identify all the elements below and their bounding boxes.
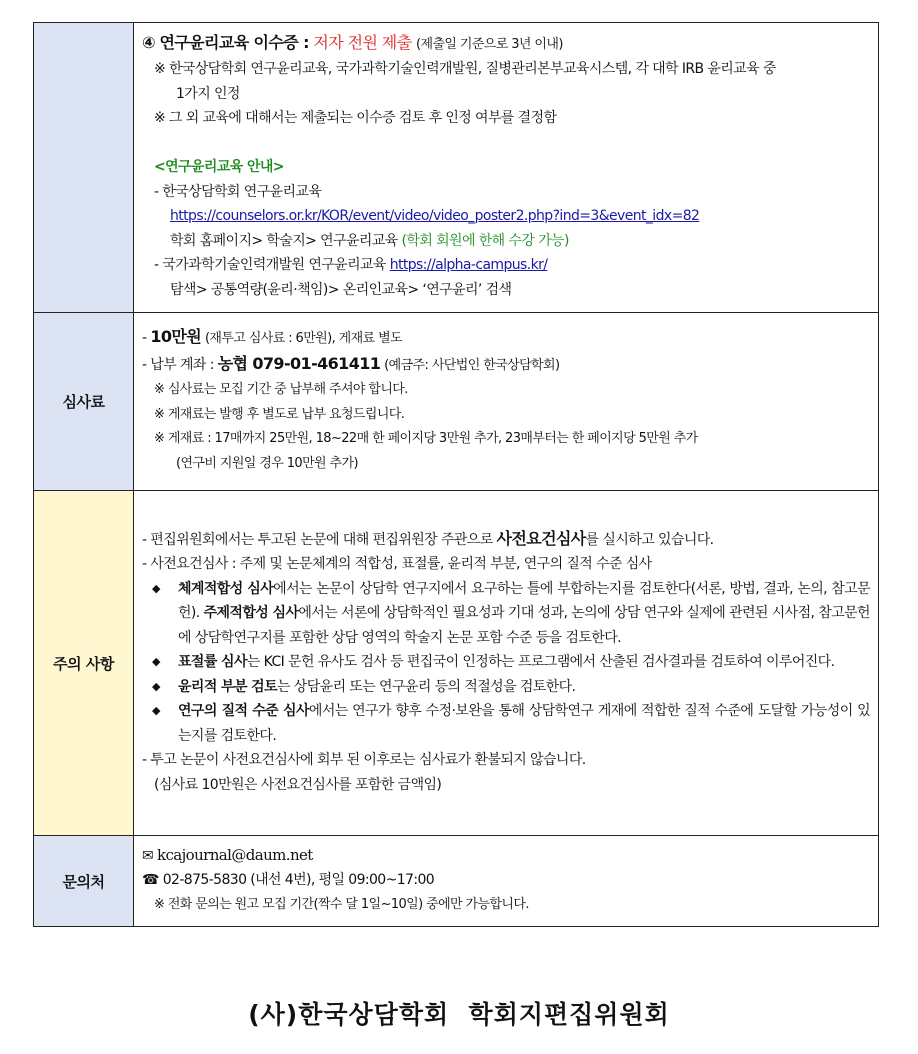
fee-note: ※ 심사료는 모집 기간 중 납부해 주셔야 합니다.	[154, 382, 408, 397]
bullet-text: 는 KCI 문헌 유사도 검사 등 편집국이 인정하는 프로그램에서 산출된 검사결과를 검토하여 이루어진다.	[246, 654, 835, 671]
contact-label: 문의처	[34, 836, 134, 927]
diamond-bullet-icon: ◆	[152, 655, 160, 669]
ethics-title: ④ 연구윤리교육 이수증 : 저자 전원 제출 (제출일 기준으로 3년 이내)	[142, 32, 563, 52]
ethics-note: ※ 한국상담학회 연구윤리교육, 국가과학기술인력개발원, 질병관리본부교육시스템, 각 대학 IRB 윤리교육 중	[154, 61, 776, 78]
bullet-text: 에서는 서론에 상담학적인 필요성과 기대 성과, 논의에 상담 연구와 실제에 관련된 시사점, 참고문헌에 상담학연구지를 포함한 상담 영역의 학술지 논문 포함 수준 등을 검토한다.	[178, 605, 870, 646]
bullet-bold: 주제적합성 심사	[203, 605, 299, 622]
envelope-icon: ✉	[142, 847, 154, 864]
bullet-item	[142, 577, 870, 651]
bullet-bold: 연구의 질적 수준 심사	[178, 703, 309, 720]
ethics-note-cont: 1가지 인정	[176, 85, 240, 102]
caution-text: - 투고 논문이 사전요건심사에 회부 된 이후로는 심사료가 환불되지 않습니다.	[142, 752, 586, 769]
bullet-text: 는 상담윤리 또는 연구윤리 등의 적절성을 검토한다.	[277, 678, 576, 695]
guide-path: 학회 홈페이지> 학술지> 연구윤리교육	[170, 232, 398, 249]
bullet-bold: 체계적합성 심사	[178, 580, 274, 597]
guide-path: 탐색> 공통역량(윤리·책임)> 온리인교육> ‘연구윤리’ 검색	[170, 281, 512, 298]
phone-icon: ☎	[142, 872, 159, 889]
bullet-item	[142, 650, 870, 675]
dash: -	[142, 330, 147, 346]
bullet-bold: 윤리적 부분 검토	[178, 678, 278, 695]
guide-item: - 국가과학기술인력개발원 연구윤리교육	[154, 257, 386, 274]
guide-item: - 한국상담학회 연구윤리교육	[154, 183, 322, 200]
fee-content	[134, 313, 879, 491]
contact-phone: 02-875-5830 (내선 4번), 평일 09:00~17:00	[162, 872, 435, 889]
caution-row	[34, 491, 879, 836]
caution-text: 를 실시하고 있습니다.	[585, 531, 714, 548]
contact-note: ※ 전화 문의는 원고 모집 기간(짝수 달 1일~10일) 중에만 가능합니다.	[154, 896, 529, 912]
contact-row	[34, 836, 879, 927]
fee-amount: 10만원	[150, 327, 202, 346]
diamond-bullet-icon: ◆	[152, 679, 160, 693]
guide-note: (학회 회원에 한해 수강 가능)	[401, 232, 569, 249]
alpha-campus-link[interactable]: https://alpha-campus.kr/	[389, 257, 548, 274]
fee-note: ※ 게재료 : 17매까지 25만원, 18~22매 한 페이지당 3만원 추가, 23매부터는 한 페이지당 5만원 추가	[154, 431, 698, 446]
account-number: 농협 079-01-461411	[217, 353, 381, 373]
guide-heading: <연구윤리교육 안내>	[154, 159, 284, 176]
ethics-label-cell	[34, 23, 134, 313]
footer-org-name: (사)한국상담학회 학회지편집위원회	[248, 1000, 670, 1029]
ethics-row	[34, 23, 879, 313]
fee-note: (재투고 심사료 : 6만원), 게재료 별도	[204, 331, 402, 346]
diamond-bullet-icon: ◆	[152, 581, 160, 595]
contact-email[interactable]: kcajournal@daum.net	[157, 845, 313, 864]
bullet-item	[142, 675, 870, 700]
caution-label: 주의 사항	[34, 491, 134, 836]
kca-ethics-link[interactable]: https://counselors.or.kr/KOR/event/video/video_poster2.php?ind=3&event_idx=82	[170, 208, 700, 225]
fee-row	[34, 313, 879, 491]
bullet-text: 에서는 연구가 향후 수정·보완을 통해 상담학연구 게재에 적합한 질적 수준에 도달할 가능성이 있는지를 검토한다.	[178, 703, 871, 744]
account-label: - 납부 계좌 :	[142, 356, 214, 373]
submission-info-table	[33, 22, 879, 927]
caution-bold: 사전요건심사	[496, 528, 586, 548]
contact-content	[134, 836, 879, 927]
caution-content	[134, 491, 879, 836]
bullet-item	[142, 699, 870, 748]
bullet-bold: 표절률 심사	[178, 654, 247, 671]
fee-note-cont: (연구비 지원일 경우 10만원 추가)	[176, 455, 358, 471]
ethics-content	[134, 23, 879, 313]
caution-text: - 사전요건심사 : 주제 및 논문체계의 적합성, 표절률, 윤리적 부분, 연구의 질적 수준 심사	[142, 556, 652, 573]
caution-text: - 편집위원회에서는 투고된 논문에 대해 편집위원장 주관으로	[142, 531, 493, 548]
account-holder: (예금주: 사단법인 한국상담학회)	[384, 357, 560, 373]
bullet-text: 에서는 논문이 상담학 연구지에서 요구하는 틀에 부합하는지를 검토한다(서론, 방법, 결과, 논의, 참고문헌).	[178, 580, 870, 622]
ethics-note: ※ 그 외 교육에 대해서는 제출되는 이수증 검토 후 인정 여부를 결정함	[154, 110, 557, 127]
fee-note: ※ 게재료는 발행 후 별도로 납부 요청드립니다.	[154, 406, 405, 422]
caution-text: (심사료 10만원은 사전요건심사를 포함한 금액임)	[154, 776, 442, 793]
diamond-bullet-icon: ◆	[152, 704, 160, 718]
fee-label: 심사료	[34, 313, 134, 491]
